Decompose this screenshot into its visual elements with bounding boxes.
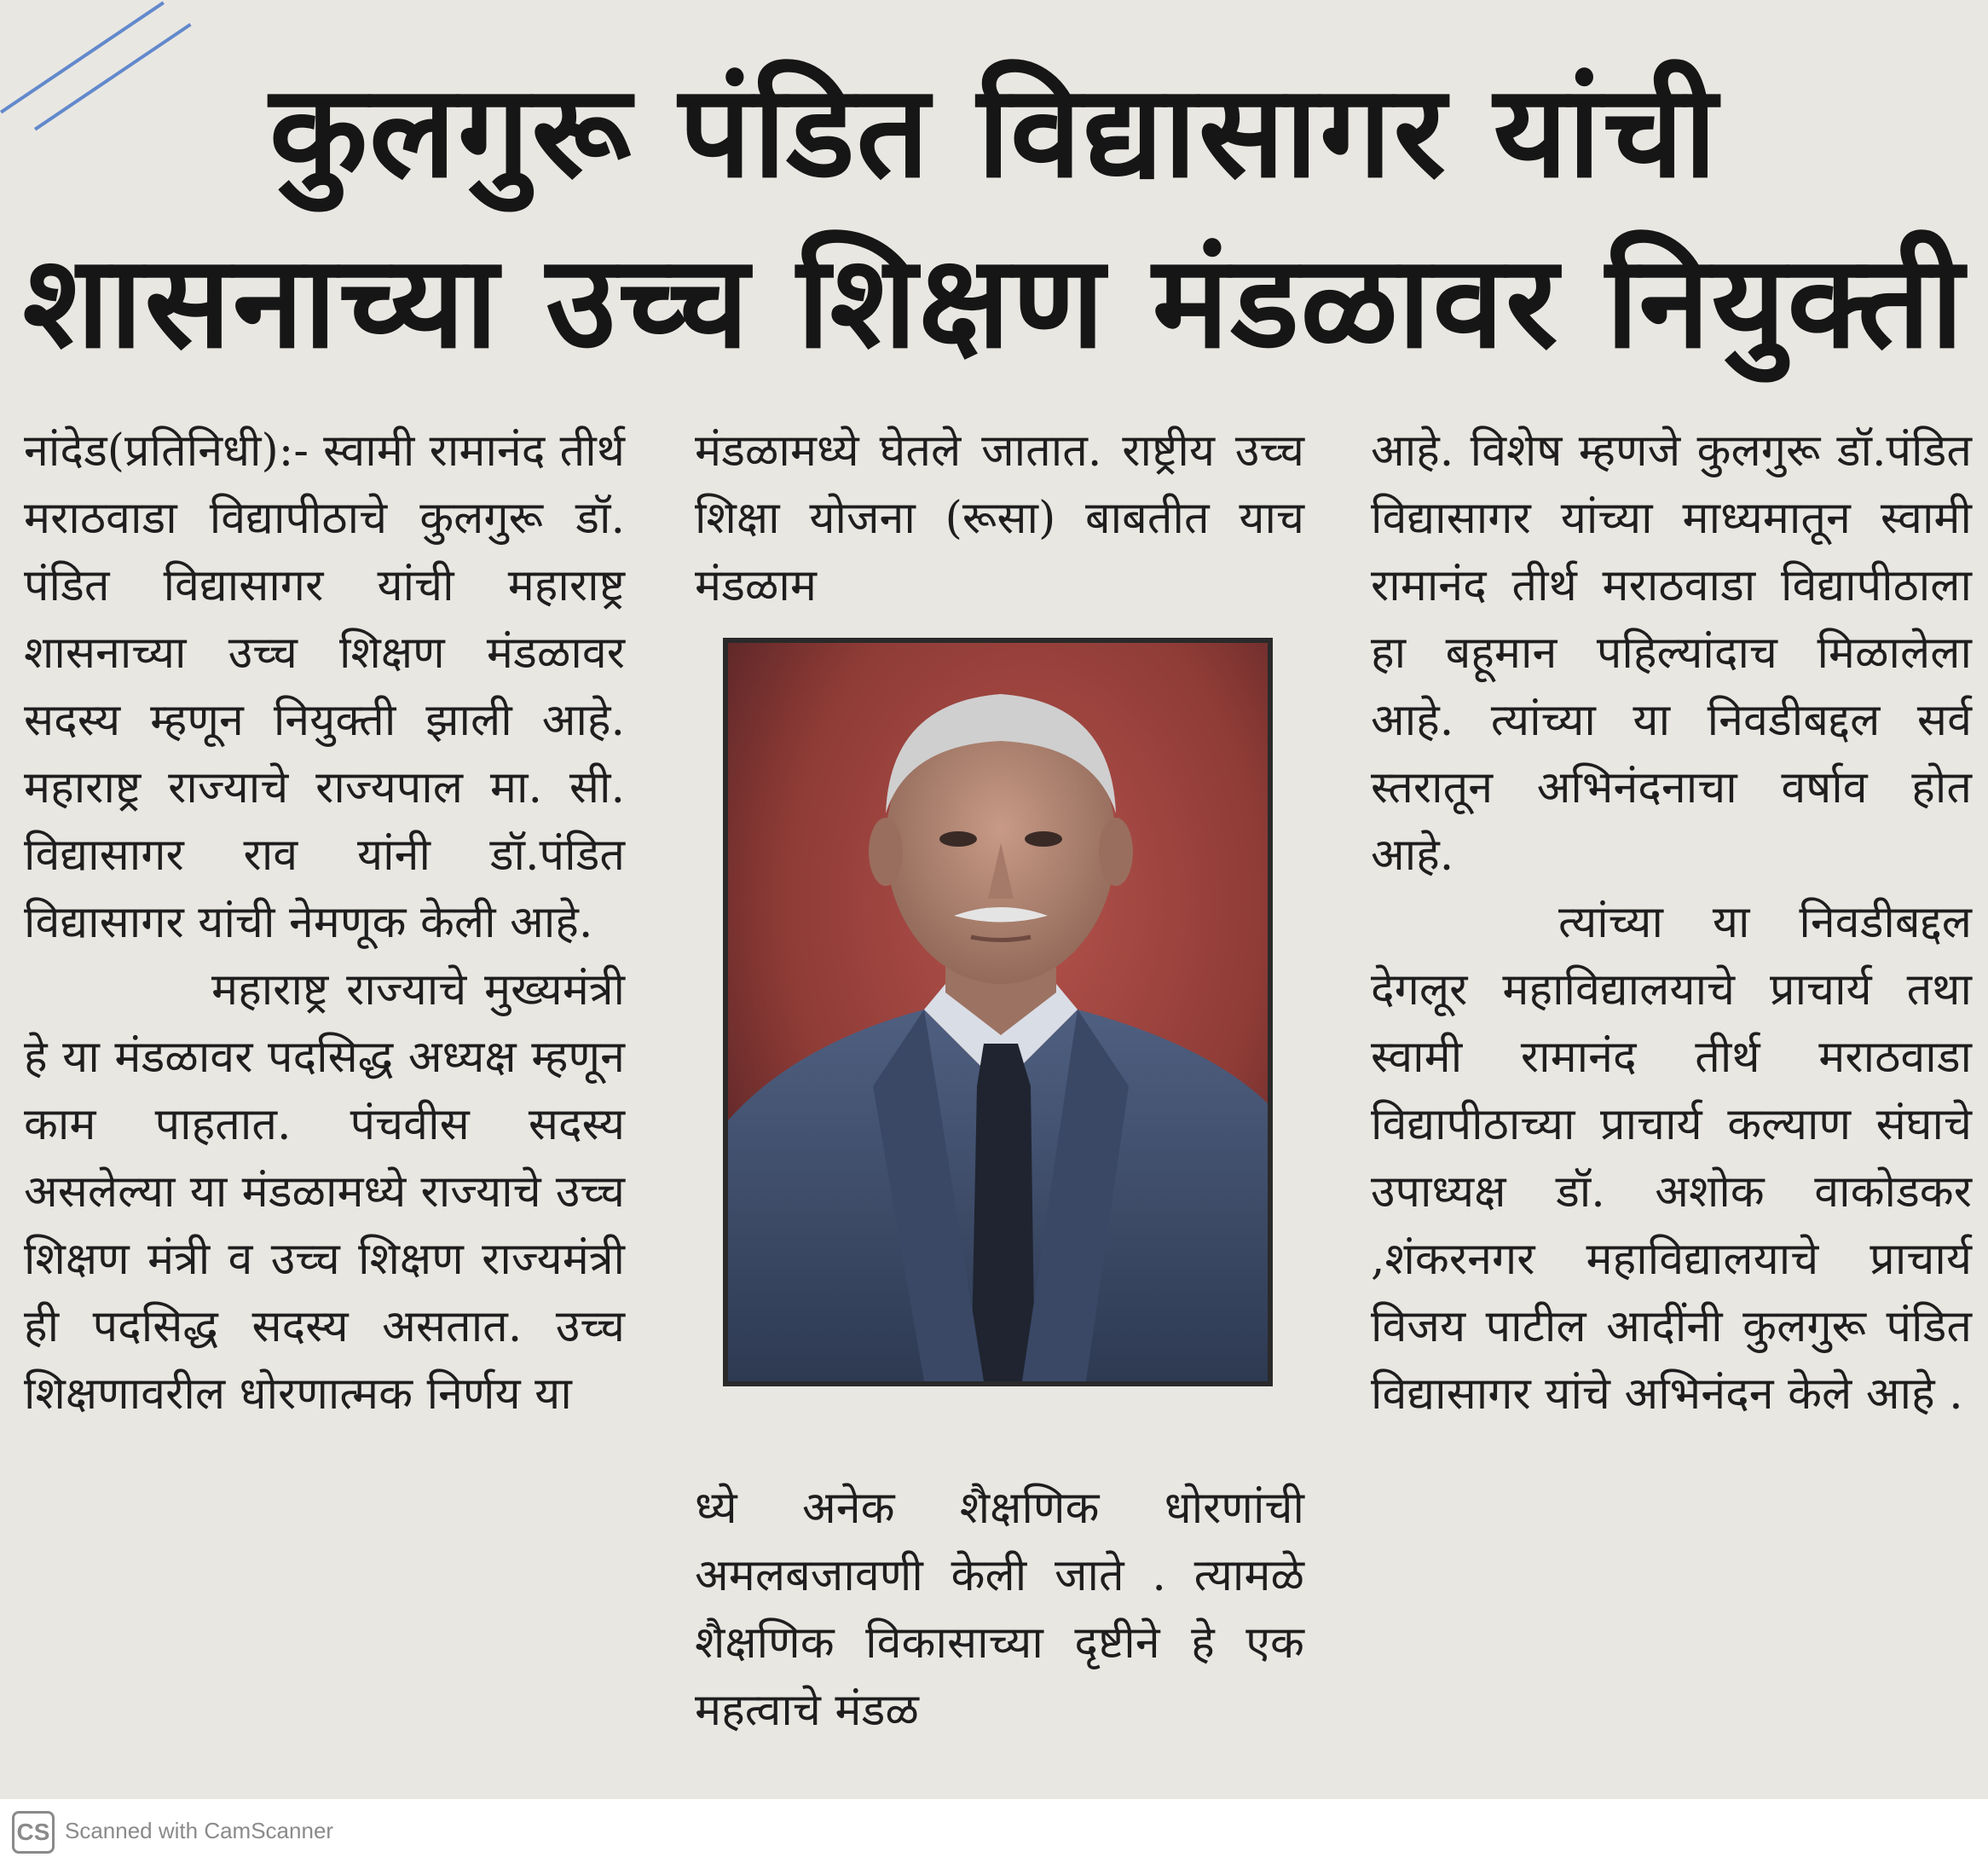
- headline-line-1: कुलगुरू पंडित विद्यासागर यांची: [269, 58, 1719, 206]
- scanner-footer: [0, 1799, 1988, 1863]
- article-column-1: [24, 418, 625, 1428]
- scanner-watermark-label: Scanned with CamScanner: [65, 1818, 334, 1843]
- headline-line-2: शासनाच्या उच्च शिक्षण मंडळावर नियुक्ती: [22, 229, 1966, 377]
- paragraph: महाराष्ट्र राज्याचे मुख्यमंत्री हे या मंडळावर पदसिद्ध अध्यक्ष म्हणून काम पाहतात. पंचवीस सदस्य असलेल्या या मंडळामध्ये राज्याचे उच्च शिक्षण मंत्री व उच्च शिक्षण राज्यमंत्री ही पदसिद्ध सदस्य असतात. उच्च शिक्षणावरील धोरणात्मक निर्णय या: [24, 964, 625, 1420]
- article-column-3: [1371, 418, 1972, 1428]
- paragraph: ध्ये अनेक शैक्षणिक धोरणांची अमलबजावणी केली जाते . त्यामळे शैक्षणिक विकासाच्या दृष्टीने हे एक महत्वाचे मंडळ: [695, 1483, 1304, 1736]
- paragraph: मंडळामध्ये घेतले जातात. राष्ट्रीय उच्च शिक्षा योजना (रूसा) बाबतीत याच मंडळाम: [695, 425, 1304, 611]
- portrait-photo: [723, 638, 1273, 1386]
- paragraph: आहे. विशेष म्हणजे कुलगुरू डॉ.पंडित विद्यासागर यांच्या माध्यमातून स्वामी रामानंद तीर्थ मराठवाडा विद्यापीठाला हा बहूमान पहिल्यांदाच मिळालेला आहे. त्यांच्या या निवडीबद्दल सर्व स्तरातून अभिनंदनाचा वर्षाव होत आहे.: [1371, 425, 1972, 881]
- camscanner-logo-icon: CS: [12, 1811, 55, 1854]
- article-column-2-bottom: [695, 1475, 1304, 1744]
- paragraph: नांदेड(प्रतिनिधी):- स्वामी रामानंद तीर्थ मराठवाडा विद्यापीठाचे कुलगुरू डॉ. पंडित विद्यासागर यांची महाराष्ट्र शासनाच्या उच्च शिक्षण मंडळावर सदस्य म्हणून नियुक्ती झाली आहे. महाराष्ट्र राज्याचे राज्यपाल मा. सी. विद्यासागर राव यांनी डॉ.पंडित विद्यासागर यांची नेमणूक केली आहे.: [24, 425, 625, 948]
- article-column-2-top: [695, 418, 1304, 620]
- paragraph: त्यांच्या या निवडीबद्दल देगलूर महाविद्यालयाचे प्राचार्य तथा स्वामी रामानंद तीर्थ मराठवाडा विद्यापीठाच्या प्राचार्य कल्याण संघाचे उपाध्यक्ष डॉ. अशोक वाकोडकर ,शंकरनगर महाविद्यालयाचे प्राचार्य विजय पाटील आदींनी कुलगुरू पंडित विद्यासागर यांचे अभिनंदन केले आहे .: [1371, 897, 1972, 1420]
